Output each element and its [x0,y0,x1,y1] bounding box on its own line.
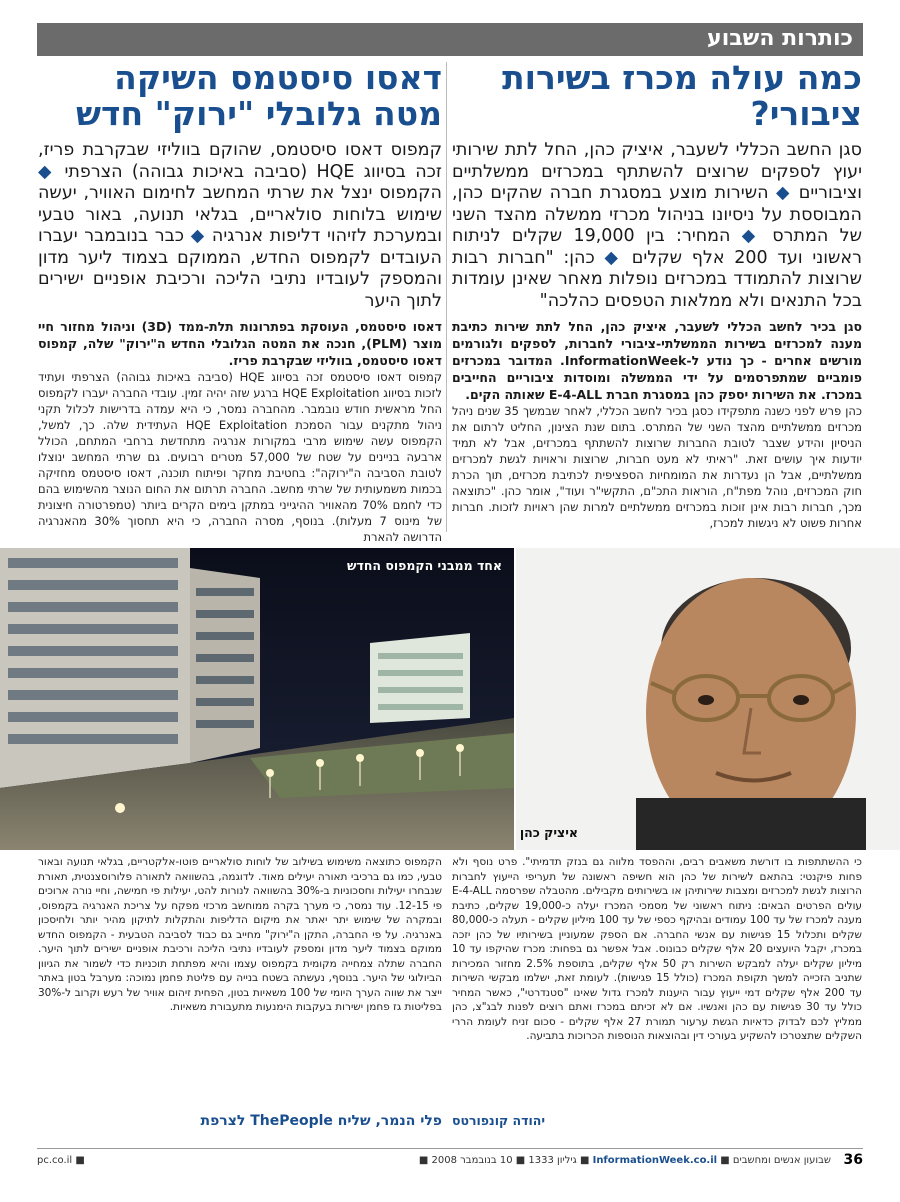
left-subhead [38,140,442,312]
portrait-photo-caption: איציק כהן [519,825,578,840]
left-subhead-part-2: הקמפוס ינצל את שרתי המחשב לחימום האוויר, יעשה שימוש בלוחות סולאריים, בגלאי תנועה, באור טבעי ובמערכת לזיהוי דליפות אנרגיה [38,183,442,246]
right-subhead-part-1: סגן החשב הכללי לשעבר, איציק כהן, החל לתת שירותי יעוץ לספקים שרוצים להשתתף במכרזים ממשלתיים וציבוריים [452,140,862,203]
left-headline: דאסו סיסטמס השיקה מטה גלובלי "ירוק" חדש [76,60,442,133]
diamond-bullet-icon: ◆ [775,183,792,203]
right-body: כהן פרש לפני כשנה מתפקידו כסגן בכיר לחשב הכללי, לאחר שבמשך 35 שנים ניהל מכרזים ממשלתיים מהצד השני של המתרס. בתום שנת הצינון, החליט לרתום את הניסיון והידע שצבר לטובת החברות שרוצות להשתתף במכרזים, אבל לא תמיד יודעות איך עושים זאת. "ראיתי לא מעט חברות, שרוצות וראויות לגשת למכרזים ממשלתיים, אבל הן נעדרות את המומחיות הספציפית לכתיבת מכרזים, תוך הכרת חוק המכרזים, נוהל מפת"ח, הוראות התכ"ם, התקשי"ר ועוד", אומר כהן. "כתוצאה מכך, חברות רבות אינן זוכות במכרזים ממשלתיים למרות שהן ראויות לזכות. חברות אחרות פשוט לא ניגשות למכרז, [452,404,862,530]
right-headline: כמה עולה מכרז בשירות ציבורי? [502,60,862,133]
diamond-bullet-icon: ◆ [604,247,623,268]
right-article-continuation [452,855,862,1044]
portrait-photo [516,548,900,850]
footer-publication: שבועון אנשים ומחשבים ■ [720,1155,831,1166]
diamond-bullet-icon: ◆ [38,161,56,182]
right-subhead-part-2: השירות מוצע במסגרת חברה שהקים כהן, המבוססת על ניסיונו בניהול מכרזי ממשלה מהצד השני של המתרס [452,183,862,246]
column-divider [446,62,447,532]
diamond-bullet-icon: ◆ [190,226,206,246]
diamond-bullet-icon: ◆ [741,226,761,246]
page-footer [37,1152,863,1172]
left-subhead-part-3: כבר בנובמבר יעברו העובדים לקמפוס החדש, הממוקם בצמוד ליער מדון והמספק לעובדיו נתיבי הליכה ורכיבת אופניים ישירים לתוך היער [38,226,442,311]
right-subhead-part-4: כהן: "חברות רבות שרוצות להתמודד במכרזים נופלות מאחר שאינן עומדות בכל התנאים ולא ממלאות הטפסים כהלכה" [452,247,862,311]
section-header-bar [37,23,863,56]
footer-brand: InformationWeek.co.il [592,1155,718,1166]
left-subhead-part-1: קמפוס דאסו סיסטמס, שהוקם בווליזי שבקרבת פריז, זכה בסיווג HQE (סביבה באיכות גבוהה) הצרפתי [38,140,442,182]
portrait-illustration [516,548,900,850]
left-lead: דאסו סיסטמס, העוסקת בפתרונות תלת-ממד (3D) וניהול מחזור חיי מוצר (PLM), חנכה את המטה הגלובלי החדש ה"ירוק" שלה, קמפוס דאסו סיסטמס, בווליזי שבקרבת פריז. [38,319,442,368]
footer-rule [37,1148,863,1149]
section-title: כותרות השבוע [707,26,853,51]
right-article-byline: יהודה קונפורטס [452,1113,546,1128]
footer-info [419,1155,831,1166]
campus-photo [0,548,514,850]
left-article [38,60,442,545]
left-body: קמפוס דאסו סיסטמס זכה בסיווג HQE (סביבה באיכות גבוהה) הצרפתי ועתיד לזכות בסיווג HQE Exploitation ברגע שזה יהיה זמין. עובדי החברה יעברו לקמפוס החל מראשית חודש נובמבר. מהחברה נמסר, כי היא עמדה בדרישות לכלול תקני ניהול מתקנים עבור הסמכת HQE Exploitation העתידית שלה. כך, למשל, הקמפוס עשה שימוש מרבי במקורות אנרגיה מתחדשת ברחבי המתחם, הכולל ארבעה בניינים על שטח של 57,000 מטרים רבועים. גם שרתי המחשב ינוצלו לטובת הסביבה ה"ירוקה": בחטיבת מחקר ופיתוח תוכנה, דאסו סיסטמס מחזיקה בכמות משמעותית של שרתי מחשב. החברה תרתום את החום הנוצר מהשימוש בהם כדי לחמם 70% מהאוויר ההיגייני במתקן בימים הקרים ביותר (טמפרטורה חיצונית של מינוס 7 מעלות). בנוסף, מסרה החברה, כי היא תחסוך 30% מהאנרגיה הדרושה להארת [38,370,442,544]
right-continuation-text: כי ההשתתפות בו דורשת משאבים רבים, וההפסד מלווה גם בנזק תדמיתי". פרט נוסף ולא פחות פיקנטי: בהתאם לשירות של כהן הוא חשיפה ראשונה של תעריפי הייעוץ לחברות הרוצות לגשת למכרזים ומצבות שירותיהן או בשירותים מקבילים. מהטבלה שפרסמה E-4-ALL עולים הפרטים הבאים: ניתוח ראשוני של מסמכי המכרז יעלה כ-19,000 שקלים, כתיבת מענה למכרז של עד 100 עמודים ובהיקף כספי של עד 100 מיליון שקלים - תעלה כ-80,000 שקלים ותכלול 15 פגישות עם אנשי החברה. אם הספק שמעוניין בשירותיו של כהן יזכה במכרז, יקבל היועצים 20 אלף שקלים כבונוס. אבל אפשר גם בפחות: מכרז שהיקפו עד 10 מיליון שקלים יעלה למבקש השירות רק 50 אלף שקלים, בתוספת 2.5% מחזור המכירות שתניב הזכייה למשך תקופת המכרז (כולל 15 פגישות). לעומת זאת, ישלמו מבקשי השירות עד 200 אלף שקלים דמי ייעוץ עבור היענות למכרז גדול שאינו "סטנדרטי", כאשר המחיר כולל עד 30 פגישות עם כהן ואנשיו. אם לא זכיתם במכרז ואתם רוצים לפנות לבג"צ, כהן ממליץ לכם לבדוק כדאיות הגשת ערעור תמורת 27 אלף שקלים - סכום זניח לעומת הררי השקלים שתצטרכו להשקיע בעורכי דין ובהוצאות הנוספות הכרוכות בתביעה. [452,856,862,1042]
right-subhead [452,140,862,312]
photo-strip [0,548,900,850]
right-lead: סגן בכיר לחשב הכללי לשעבר, איציק כהן, החל לתת שירות כתיבת מענה למכרזים בשירות הממשלתי-ציבורי לחברות, לספקים ולגורמים מורשים אחרים - כך נודע ל-InformationWeek. המדובר במכרזים פומביים שמתפרסמים על ידי הממשלה ומוסדות ציבוריים החייבים במכרז. את השירות יספק כהן במסגרת חברת E-4-ALL שאותה הקים. [452,319,862,402]
footer-site: pc.co.il ■ [37,1155,85,1166]
page-number: 36 [843,1152,863,1168]
campus-photo-caption: אחד ממבני הקמפוס החדש [347,558,502,573]
right-subhead-part-3: המחיר: בין 19,000 שקלים לניתוח ראשוני ועד 200 אלף שקלים [452,226,862,268]
footer-issue: ■ גיליון 1333 ■ 10 בנובמבר 2008 ■ [418,1155,590,1166]
left-article-continuation [38,855,442,1015]
right-article [452,60,862,531]
left-continuation-text: הקמפוס כתוצאה משימוש בשילוב של לוחות סולאריים פוטו-אלקטריים, בגלאי תנועה ובאור טבעי, כמו גם ברכיבי תאורה יעילים מאוד. לדוגמה, בהשוואה לתאורה פלורוסצנטית, תאורת שנבחרו יעילות וחסכוניות ב-30% בהשוואה לנורות להט, יעילות פי חמישה, וחיי נורה ארוכים פי 12-15. עוד נמסר, כי מערך בקרה ממוחשב מרכזי מפקח על צריכת האנרגיה בקמפוס, ובמקרה של שימוש יתר יאתר את מיקום הדליפות והתקלות לתיקון מהיר יותר ולחיסכון באנרגיה. על פי החברה, התקן ה"ירוק" מחייב גם כבוד לסביבה הטבעית - הקמפוס החדש ממוקם בצמוד ליער מדון ומספק לעובדיו נתיבי הליכה ורכיבת אופניים ישירים לתוך היער. החברה שתלה צמחייה מקומית בקמפוס עצמו והיא מפתחת תוכניות כדי לשמור את הגיוון הביולוגי של היער. בנוסף, נעשתה בשטח בנייה עם פליטת פחמן נמוכה: מערבל בטון באתר ייצר את שווה הערך היומי של 100 משאיות בטון, הפחית זיהום אוויר של רעש וקרוב ל-30% בפליטות גז פחמן ישירות בעקבות הימנעות מתעבורת משאיות. [38,856,442,1013]
left-article-byline: פלי הנמר, שליח ThePeople לצרפת [200,1113,442,1129]
campus-illustration [0,548,514,850]
